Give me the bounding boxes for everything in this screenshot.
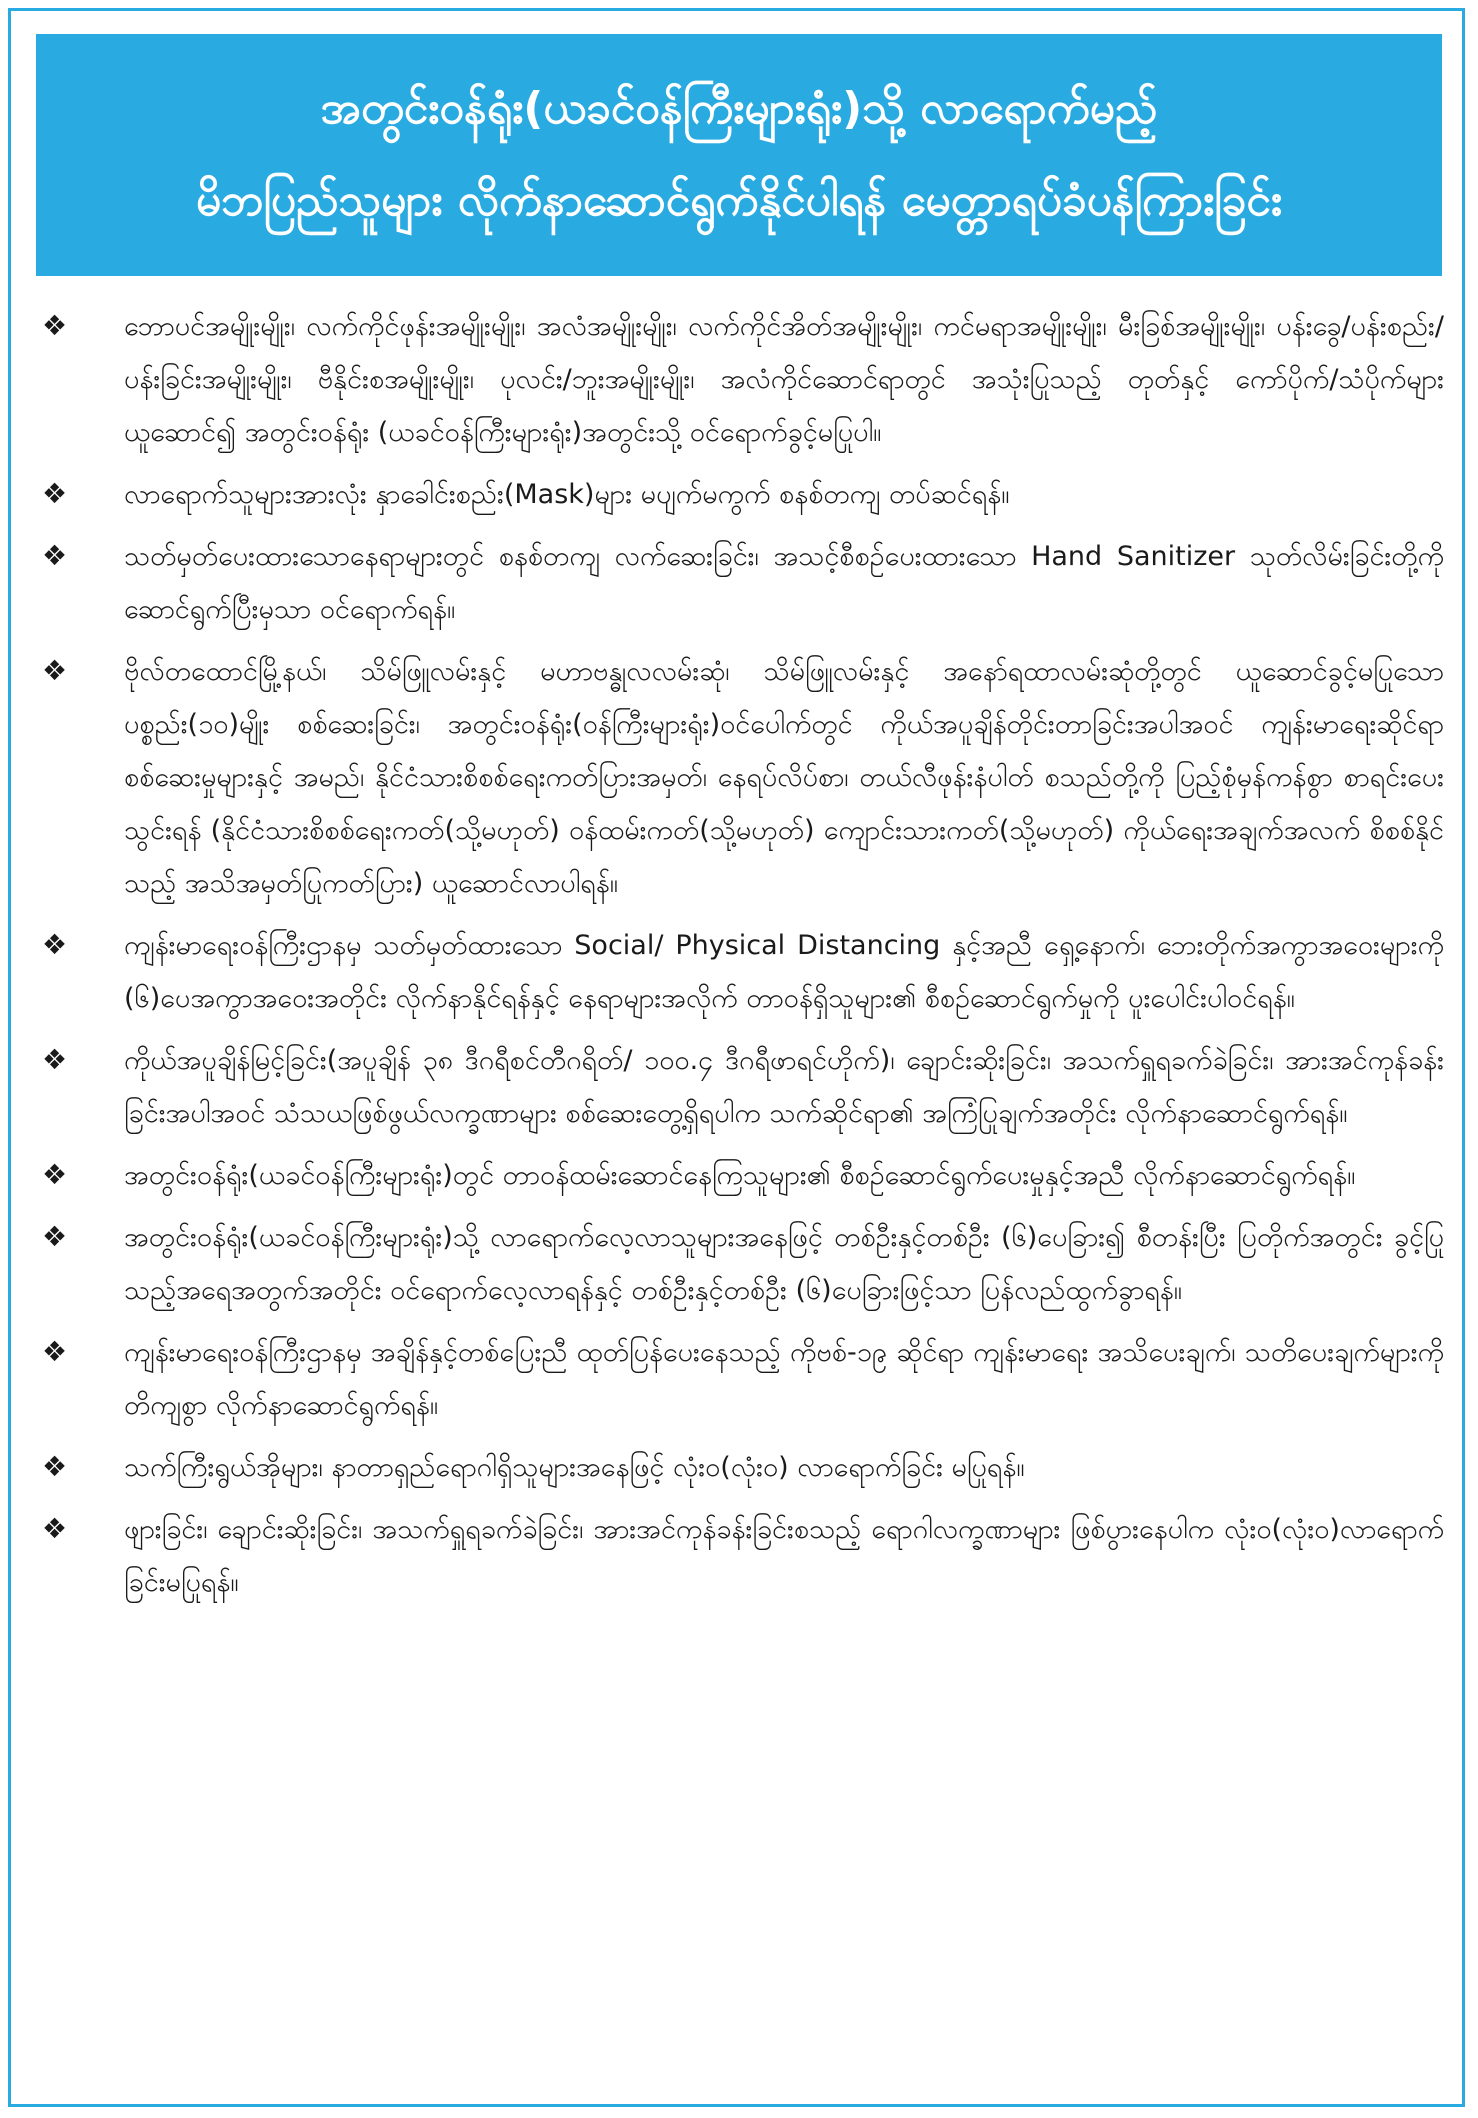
list-item-text: ကျန်းမာရေးဝန်ကြီးဌာနမှ အချိန်နှင့်တစ်ပြေးညီ ထုတ်ပြန်ပေးနေသည့် ကိုဗစ်-၁၉ ဆိုင်ရာ ကျန်းမာရေး အသိပေးချက်၊ သတိပေးချက်များကို တိကျစွာ လိုက်နာဆောင်ရွက်ရန်။ bbox=[124, 1337, 1444, 1421]
list-item-text: သက်ကြီးရွယ်အိုများ၊ နာတာရှည်ရောဂါရှိသူများအနေဖြင့် လုံးဝ(လုံးဝ) လာရောက်ခြင်း မပြုရန်။ bbox=[124, 1452, 1025, 1483]
list-item bbox=[34, 1441, 1444, 1494]
diamond-bullet-icon: ❖ bbox=[42, 1512, 68, 1545]
list-item-text: ကျန်းမာရေးဝန်ကြီးဌာနမှ သတ်မှတ်ထားသော Social/ Physical Distancing နှင့်အညီ ရှေ့နောက်၊ ဘေးတိုက်အကွာအဝေးများကို (၆)ပေအကွာအဝေးအတိုင်း လိုက်နာနိုင်ရန်နှင့် နေရာများအလိုက် တာဝန်ရှိသူများ၏ စီစဉ်ဆောင်ရွက်မှုကို ပူးပေါင်းပါဝင်ရန်။ bbox=[124, 930, 1444, 1014]
diamond-bullet-icon: ❖ bbox=[42, 1335, 68, 1368]
diamond-bullet-icon: ❖ bbox=[42, 1158, 68, 1191]
list-item-text: လာရောက်သူများအားလုံး နှာခေါင်းစည်း(Mask)များ မပျက်မကွက် စနစ်တကျ တပ်ဆင်ရန်။ bbox=[124, 479, 1010, 510]
header-title-line-1: အတွင်းဝန်ရုံး(ယခင်ဝန်ကြီးများရုံး)သို့ လာရောက်မည့် bbox=[320, 83, 1158, 134]
list-item bbox=[34, 919, 1444, 1025]
list-item-text: ဖျားခြင်း၊ ချောင်းဆိုးခြင်း၊ အသက်ရှူရခက်ခဲခြင်း၊ အားအင်ကုန်ခန်းခြင်းစသည့် ရောဂါလက္ခဏာများ ဖြစ်ပွားနေပါက လုံးဝ(လုံးဝ)လာရောက်ခြင်းမပြုရန်။ bbox=[124, 1514, 1444, 1598]
header-title-line-2: မိဘပြည်သူများ လိုက်နာဆောင်ရွက်နိုင်ပါရန် မေတ္တာရပ်ခံပန်ကြားခြင်း bbox=[196, 175, 1282, 226]
list-item bbox=[34, 645, 1444, 910]
list-item bbox=[34, 1503, 1444, 1609]
guideline-list bbox=[34, 300, 1444, 1618]
list-item-text: ဗိုလ်တထောင်မြို့နယ်၊ သိမ်ဖြူလမ်းနှင့် မဟာဗန္ဓုလလမ်းဆုံ၊ သိမ်ဖြူလမ်းနှင့် အနော်ရထာလမ်းဆုံတို့တွင် ယူဆောင်ခွင့်မပြုသော ပစ္စည်း(၁၀)မျိုး စစ်ဆေးခြင်း၊ အတွင်းဝန်ရုံး(ဝန်ကြီးများရုံး)ဝင်ပေါက်တွင် ကိုယ်အပူချိန်တိုင်းတာခြင်းအပါအဝင် ကျန်းမာရေးဆိုင်ရာ စစ်ဆေးမှုများနှင့် အမည်၊ နိုင်ငံသားစိစစ်ရေးကတ်ပြားအမှတ်၊ နေရပ်လိပ်စာ၊ တယ်လီဖုန်းနံပါတ် စသည်တို့ကို ပြည့်စုံမှန်ကန်စွာ စာရင်းပေးသွင်းရန် (နိုင်ငံသားစိစစ်ရေးကတ်(သို့မဟုတ်) ဝန်ထမ်းကတ်(သို့မဟုတ်) ကျောင်းသားကတ်(သို့မဟုတ်) ကိုယ်ရေးအချက်အလက် စိစစ်နိုင်သည့် အသိအမှတ်ပြုကတ်ပြား) ယူဆောင်လာပါရန်။ bbox=[124, 656, 1444, 899]
diamond-bullet-icon: ❖ bbox=[42, 654, 68, 687]
list-item-text: အတွင်းဝန်ရုံး(ယခင်ဝန်ကြီးများရုံး)သို့ လာရောက်လေ့လာသူများအနေဖြင့် တစ်ဦးနှင့်တစ်ဦး (၆)ပေခြား၍ စီတန်းပြီး ပြတိုက်အတွင်း ခွင့်ပြုသည့်အရေအတွက်အတိုင်း ဝင်ရောက်လေ့လာရန်နှင့် တစ်ဦးနှင့်တစ်ဦး (၆)ပေခြားဖြင့်သာ ပြန်လည်ထွက်ခွာရန်။ bbox=[124, 1222, 1444, 1306]
list-item bbox=[34, 1211, 1444, 1317]
notice-header bbox=[36, 34, 1442, 276]
list-item bbox=[34, 468, 1444, 521]
list-item bbox=[34, 300, 1444, 459]
list-item bbox=[34, 1326, 1444, 1432]
diamond-bullet-icon: ❖ bbox=[42, 1220, 68, 1253]
diamond-bullet-icon: ❖ bbox=[42, 928, 68, 961]
diamond-bullet-icon: ❖ bbox=[42, 309, 68, 342]
diamond-bullet-icon: ❖ bbox=[42, 477, 68, 510]
list-item-text: အတွင်းဝန်ရုံး(ယခင်ဝန်ကြီးများရုံး)တွင် တာဝန်ထမ်းဆောင်နေကြသူများ၏ စီစဉ်ဆောင်ရွက်ပေးမှုနှင့်အညီ လိုက်နာဆောင်ရွက်ရန်။ bbox=[124, 1160, 1356, 1191]
diamond-bullet-icon: ❖ bbox=[42, 1450, 68, 1483]
list-item bbox=[34, 1034, 1444, 1140]
list-item-text: ဘောပင်အမျိုးမျိုး၊ လက်ကိုင်ဖုန်းအမျိုးမျိုး၊ အလံအမျိုးမျိုး၊ လက်ကိုင်အိတ်အမျိုးမျိုး၊ ကင်မရာအမျိုးမျိုး၊ မီးခြစ်အမျိုးမျိုး၊ ပန်းခွေ/ပန်းစည်း/ပန်းခြင်းအမျိုးမျိုး၊ ဗီနိုင်းစအမျိုးမျိုး၊ ပုလင်း/ဘူးအမျိုးမျိုး၊ အလံကိုင်ဆောင်ရာတွင် အသုံးပြုသည့် တုတ်နှင့် ကော်ပိုက်/သံပိုက်များ ယူဆောင်၍ အတွင်းဝန်ရုံး (ယခင်ဝန်ကြီးများရုံး)အတွင်းသို့ ဝင်ရောက်ခွင့်မပြုပါ။ bbox=[124, 311, 1444, 448]
diamond-bullet-icon: ❖ bbox=[42, 539, 68, 572]
list-item bbox=[34, 530, 1444, 636]
list-item-text: ကိုယ်အပူချိန်မြင့်ခြင်း(အပူချိန် ၃၈ ဒီဂရီစင်တီဂရိတ်/ ၁၀၀.၄ ဒီဂရီဖာရင်ဟိုက်)၊ ချောင်းဆိုးခြင်း၊ အသက်ရှူရခက်ခဲခြင်း၊ အားအင်ကုန်ခန်းခြင်းအပါအဝင် သံသယဖြစ်ဖွယ်လက္ခဏာများ စစ်ဆေးတွေ့ရှိရပါက သက်ဆိုင်ရာ၏ အကြံပြုချက်အတိုင်း လိုက်နာဆောင်ရွက်ရန်။ bbox=[124, 1045, 1444, 1129]
diamond-bullet-icon: ❖ bbox=[42, 1043, 68, 1076]
list-item bbox=[34, 1149, 1444, 1202]
list-item-text: သတ်မှတ်ပေးထားသောနေရာများတွင် စနစ်တကျ လက်ဆေးခြင်း၊ အသင့်စီစဉ်ပေးထားသော Hand Sanitizer သုတ်လိမ်းခြင်းတို့ကို ဆောင်ရွက်ပြီးမှသာ ဝင်ရောက်ရန်။ bbox=[124, 541, 1444, 625]
